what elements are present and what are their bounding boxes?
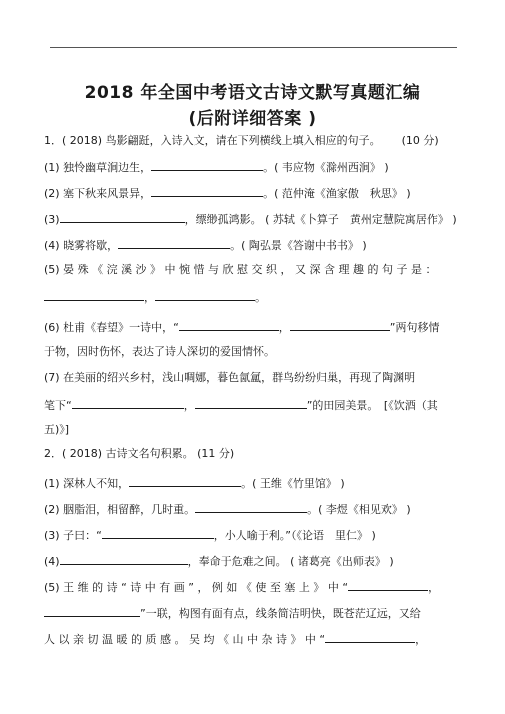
q1-item-7-prefix: 笔下“: [44, 399, 72, 412]
top-rule: [50, 47, 457, 48]
page-subtitle: (后附详细答案 ): [188, 109, 317, 129]
q2-item-2-prefix: (2) 胭脂泪，相留醉，几时重。: [44, 503, 196, 516]
answer-blank[interactable]: [118, 237, 230, 249]
separator-comma: ，: [278, 321, 290, 334]
q1-score: (10 分): [401, 134, 439, 147]
q1-item-6-suffix: ”两句移情: [389, 321, 440, 334]
q2-item-4-suffix: ，奉命于危难之间。 ( 诸葛亮《出师表》 ): [187, 555, 394, 568]
answer-blank[interactable]: [325, 631, 415, 643]
q1-item-1-suffix: 。( 韦应物《滁州西涧》 ): [263, 161, 389, 174]
answer-blank[interactable]: [44, 605, 140, 617]
end-period: 。: [255, 291, 266, 304]
q1-item-6-cont: 于物，因时伤怀，表达了诗人深切的爱国情怀。: [44, 345, 275, 358]
q2-item-1: [44, 475, 345, 491]
q1-item-2-prefix: (2) 塞下秋来风景异，: [44, 187, 152, 200]
q2-item-1-suffix: 。( 王维《竹里馆》 ): [241, 477, 345, 490]
q2-item-5-prefix: (5) 王 维 的 诗 “ 诗 中 有 画 ” ， 例 如 《 使 至 塞 上 》 中 “: [44, 581, 349, 594]
q2-item-5-more-suffix: ，: [415, 633, 427, 646]
answer-blank[interactable]: [179, 319, 279, 331]
q1-item-7: (7) 在美丽的绍兴乡村，浅山啁娜，暮色氤氲，群鸟纷纷归巢，再现了陶渊明: [44, 371, 416, 384]
q1-item-4-suffix: 。( 陶弘景《答谢中书书》 ): [230, 239, 367, 252]
answer-blank[interactable]: [102, 527, 214, 539]
q1-item-3-prefix: (3): [44, 213, 60, 226]
q1-item-2-suffix: 。( 范仲淹《渔家傲 秋思》 ): [263, 187, 411, 200]
answer-blank[interactable]: [151, 159, 263, 171]
separator-comma: ，: [183, 399, 195, 412]
q1-item-1: [44, 159, 389, 175]
q1-item-4-prefix: (4) 晓雾将歇，: [44, 239, 119, 252]
answer-blank[interactable]: [348, 579, 428, 591]
answer-blank[interactable]: [151, 185, 263, 197]
q2-item-5: [44, 579, 439, 595]
q2-item-5-cont-text: ”一联，构图有面有点，线条简洁明快，既苍茫辽远，又给: [140, 607, 421, 620]
q2-item-3-suffix: ，小人喻于利。”（《论语 里仁》 ): [213, 529, 376, 542]
q2-item-2: [44, 501, 411, 517]
q1-item-1-prefix: (1) 独怜幽草涧边生，: [44, 161, 152, 174]
q1-item-6: [44, 319, 439, 335]
q2-item-4: [44, 553, 394, 569]
q1-item-7-blanks: [44, 397, 438, 413]
answer-blank[interactable]: [290, 319, 390, 331]
q1-heading-text: 1．( 2018) 鸟影翩跹，入诗入文，请在下列横线上填入相应的句子。: [44, 134, 381, 147]
q1-item-7-cont: 五)》]: [44, 423, 70, 436]
q2-heading: 2．( 2018) 古诗文名句积累。 (11 分): [44, 447, 235, 460]
q2-item-5-suffix: ，: [428, 581, 440, 594]
answer-blank[interactable]: [129, 475, 241, 487]
answer-blank[interactable]: [195, 397, 307, 409]
q2-item-5-cont: [44, 605, 421, 621]
answer-blank[interactable]: [72, 397, 184, 409]
answer-blank[interactable]: [60, 553, 188, 565]
q2-item-5-more-prefix: 人 以 亲 切 温 暖 的 质 感 。 吴 均 《 山 中 杂 诗 》 中 “: [44, 633, 326, 646]
q1-heading: [44, 134, 439, 148]
q1-item-6-prefix: (6) 杜甫《春望》一诗中，“: [44, 321, 179, 334]
q2-item-5-more: [44, 631, 426, 647]
q2-item-3-prefix: (3) 子曰：“: [44, 529, 102, 542]
answer-blank[interactable]: [44, 289, 144, 301]
q2-item-3: [44, 527, 376, 543]
q1-item-5-blanks: [44, 289, 266, 305]
page-title: 2018 年全国中考语文古诗文默写真题汇编: [84, 83, 421, 103]
q1-item-3: [44, 211, 457, 227]
answer-blank[interactable]: [60, 211, 185, 223]
q1-item-2: [44, 185, 411, 201]
q1-item-4: [44, 237, 367, 253]
separator-comma: ，: [144, 291, 155, 304]
answer-blank[interactable]: [195, 501, 307, 513]
q1-item-7-suffix: ”的田园美景。 [《饮酒（其: [306, 399, 438, 412]
q2-item-4-prefix: (4): [44, 555, 60, 568]
q2-item-1-prefix: (1) 深林人不知，: [44, 477, 130, 490]
answer-blank[interactable]: [155, 289, 255, 301]
q2-item-2-suffix: 。( 李煜《相见欢》 ): [307, 503, 411, 516]
q1-item-5: (5) 晏 殊 《 浣 溪 沙 》 中 惋 惜 与 欣 慰 交 织 ， 又 深 含 理 趣 的 句 子 是 ：: [44, 263, 437, 276]
q1-item-3-suffix: ，缥缈孤鸿影。 ( 苏轼《卜算子 黄州定慧院寓居作》 ): [184, 213, 457, 226]
